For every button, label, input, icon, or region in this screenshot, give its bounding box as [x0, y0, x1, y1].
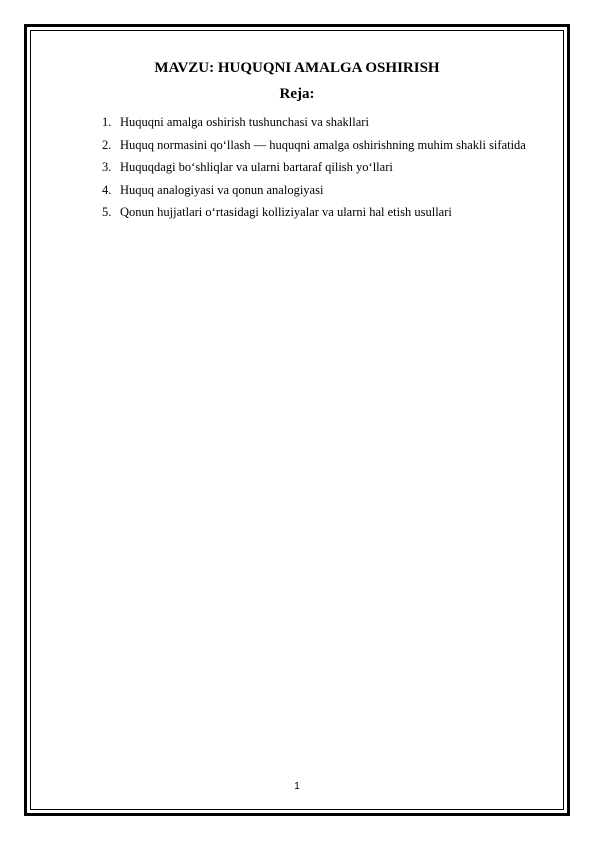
plan-item [102, 111, 544, 134]
plan-item [102, 156, 544, 179]
plan-item [102, 134, 544, 157]
plan-heading: Reja: [279, 86, 315, 102]
plan-item-number: 5. [102, 205, 112, 220]
plan-item-text: Huquq analogiyasi va qonun analogiyasi [120, 182, 324, 197]
plan-item [102, 201, 544, 224]
document-title: MAVZU: HUQUQNI AMALGA OSHIRISH [154, 60, 440, 76]
plan-item [102, 179, 544, 202]
plan-item-text: Huquqni amalga oshirish tushunchasi va shakllari [120, 115, 369, 129]
plan-item-number: 2. [102, 137, 112, 152]
plan-item-text: Huquqdagi bo‘shliqlar va ularni bartaraf qilish yo‘llari [120, 160, 393, 175]
plan-item-text: Huquq normasini qo‘llash — huquqni amalga oshirishning muhim shakli sifatida [120, 137, 526, 152]
plan-list [102, 111, 544, 224]
plan-item-number: 3. [102, 160, 112, 175]
plan-item-number: 1. [102, 115, 112, 129]
page-number: 1 [294, 781, 300, 792]
plan-item-number: 4. [102, 182, 112, 197]
plan-item-text: Qonun hujjatlari o‘rtasidagi kolliziyalar va ularni hal etish usullari [120, 205, 452, 220]
